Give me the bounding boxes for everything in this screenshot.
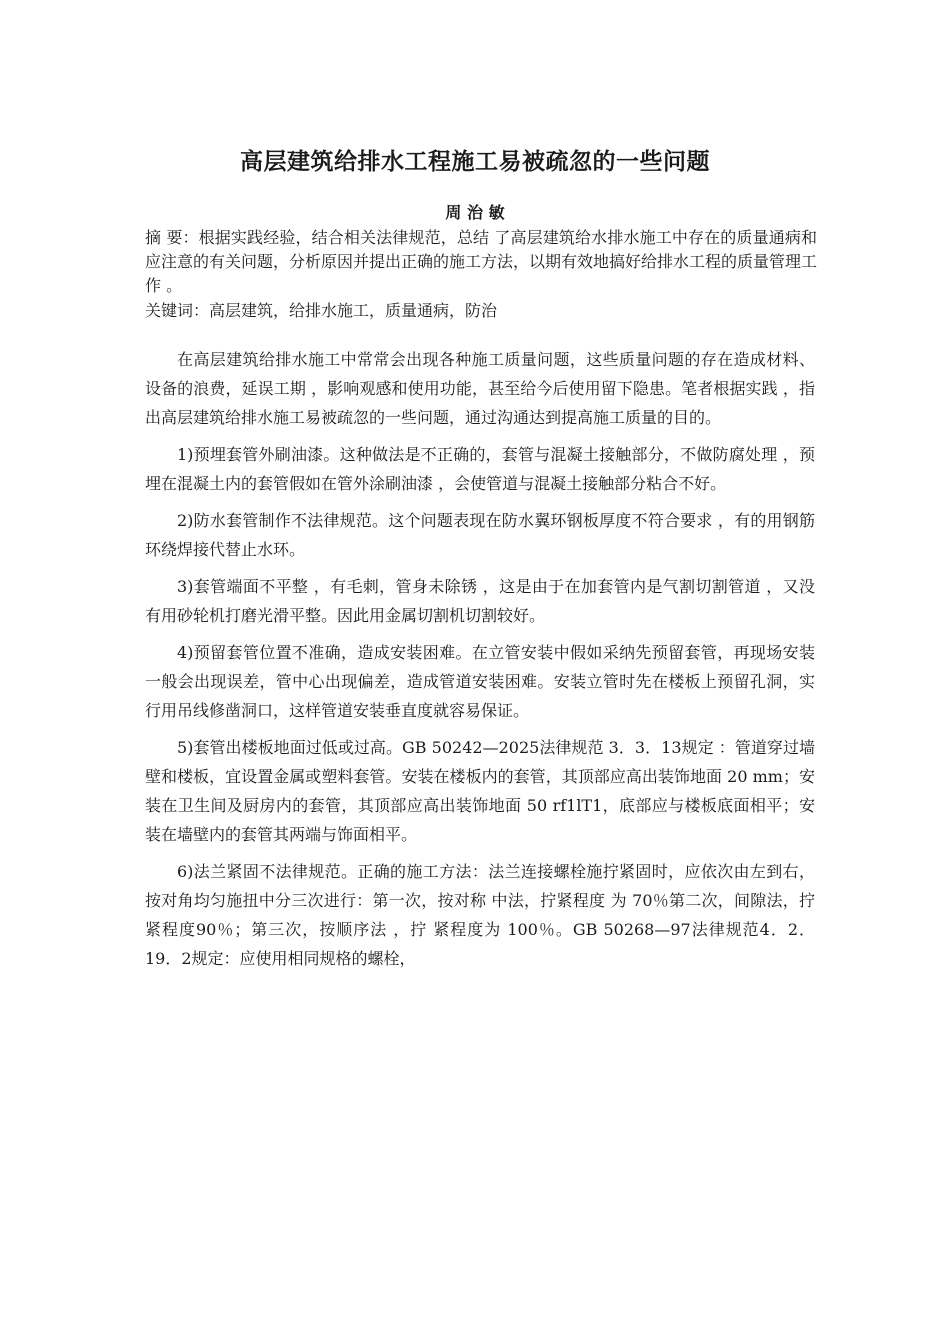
abstract-text: 根据实践经验，结合相关法律规范，总结 了高层建筑给水排水施工中存在的质量通病和应注意的有关问题，分析原因并提出正确的施工方法，以期有效地搞好给排水工程的质量管理工作 。: [145, 228, 818, 295]
document-title: 高层建筑给排水工程施工易被疏忽的一些问题: [240, 149, 710, 175]
keywords: [145, 299, 817, 323]
keywords-text: 高层建筑，给排水施工，质量通病，防治: [209, 301, 498, 320]
body-text: [145, 345, 815, 981]
paragraph-item-4: 4)预留套管位置不准确，造成安装困难。在立管安装中假如采纳先预留套管，再现场安装一般会出现误差，管中心出现偏差，造成管道安装困难。安装立管时先在楼板上预留孔洞，实行用吊线修凿洞口，这样管道安装垂直度就容易保证。: [145, 643, 815, 720]
paragraph-item-6: 6)法兰紧固不法律规范。正确的施工方法：法兰连接螺栓施拧紧固时，应依次由左到右，按对角均匀施扭中分三次进行：第一次，按对称 中法，拧紧程度 为 70％第二次，间隙法，拧紧程度90％；第三次，按顺序法 ，拧 紧程度为 100％。GB 50268—97法律规范4．2．19．2规定：应使用相同规格的螺栓，: [145, 862, 815, 968]
paragraph-item-1: 1)预埋套管外刷油漆。这种做法是不正确的，套管与混凝土接触部分，不做防腐处理 ，预埋在混凝土内的套管假如在管外涂刷油漆 ，会使管道与混凝土接触部分粘合不好。: [145, 445, 815, 493]
document-author: 周 治 敏: [445, 203, 505, 222]
paragraph-item-3: 3)套管端面不平整 ，有毛刺，管身未除锈 ，这是由于在加套管内是气割切割管道 ，又没有用砂轮机打磨光滑平整。因此用金属切割机切割较好。: [145, 577, 815, 625]
abstract-label: 摘 要：: [145, 228, 199, 247]
keywords-label: 关键词：: [145, 301, 210, 320]
paragraph-item-2: 2)防水套管制作不法律规范。这个问题表现在防水翼环钢板厚度不符合要求 ，有的用钢筋环绕焊接代替止水环。: [145, 511, 815, 559]
paragraph-intro: 在高层建筑给排水施工中常常会出现各种施工质量问题，这些质量问题的存在造成材料、设备的浪费，延误工期 ，影响观感和使用功能，甚至给今后使用留下隐患。笔者根据实践 ，指出高层建筑给排水施工易被疏忽的一些问题，通过沟通达到提高施工质量的目的。: [145, 350, 815, 427]
paragraph-item-5: 5)套管出楼板地面过低或过高。GB 50242—2025法律规范 3．3．13规定 ：管道穿过墙壁和楼板，宜设置金属或塑料套管。安装在楼板内的套管，其顶部应高出装饰地面 20 mm；安装在卫生间及厨房内的套管，其顶部应高出装饰地面 50 rf1lT1，底部应与楼板底面相平；安装在墙壁内的套管其两端与饰面相平。: [145, 738, 815, 844]
abstract: [145, 226, 817, 298]
